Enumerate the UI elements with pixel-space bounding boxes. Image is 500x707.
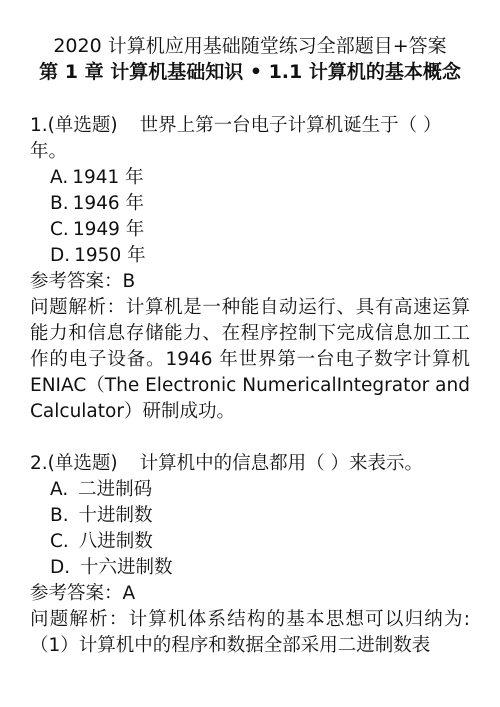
question-2 — [30, 451, 470, 659]
option-b — [30, 503, 470, 529]
option-key: D. — [50, 557, 71, 578]
analysis-label: 问题解析： — [30, 297, 126, 318]
option-text: 1949 年 — [72, 219, 145, 240]
option-text: 1946 年 — [72, 193, 145, 214]
option-list — [30, 165, 470, 269]
option-key: B. — [50, 193, 69, 214]
option-key: C. — [50, 219, 69, 240]
option-key: C. — [50, 531, 69, 552]
question-stem — [30, 451, 470, 477]
option-c — [30, 529, 470, 555]
option-text: 二进制码 — [72, 479, 153, 500]
question-1 — [30, 113, 470, 425]
option-key: D. — [50, 245, 71, 266]
answer-analysis — [30, 295, 470, 425]
option-b — [30, 191, 470, 217]
option-key: A. — [50, 167, 69, 188]
question-type: (单选题) — [47, 453, 118, 474]
option-text: 十进制数 — [72, 505, 153, 526]
option-c — [30, 217, 470, 243]
question-number: 2. — [30, 453, 48, 474]
option-d — [30, 555, 470, 581]
chapter-title: 第 1 章 计算机基础知识 • 1.1 计算机的基本概念 — [39, 61, 461, 83]
question-type: (单选题) — [47, 115, 118, 136]
option-d — [30, 243, 470, 269]
option-key: B. — [50, 505, 69, 526]
option-text: 1941 年 — [72, 167, 144, 188]
answer-analysis — [30, 607, 470, 659]
option-key: A. — [50, 479, 69, 500]
question-text: 世界上第一台电子计算机诞生于（ ）年。 — [30, 115, 442, 162]
answer-label: 参考答案： — [30, 583, 123, 604]
question-stem — [30, 113, 470, 165]
analysis-label: 问题解析： — [30, 609, 129, 630]
question-number: 1. — [30, 115, 48, 136]
answer-value: B — [122, 271, 136, 292]
option-text: 八进制数 — [72, 531, 153, 552]
option-a — [30, 477, 470, 503]
document-title: 2020 计算机应用基础随堂练习全部题目+答案 — [53, 35, 447, 57]
analysis-text: 计算机是一种能自动运行、具有高速运算能力和信息存储能力、在程序控制下完成信息加工工作的电子设备。1946 年世界第一台电子数字计算机 ENIAC（The Electronic NumericalIntegrator and Calculator）研制成功。 — [30, 297, 470, 422]
option-text: 十六进制数 — [74, 557, 173, 578]
answer-label: 参考答案： — [30, 271, 123, 292]
option-list — [30, 477, 470, 581]
reference-answer — [30, 581, 470, 607]
reference-answer — [30, 269, 470, 295]
analysis-text: 计算机体系结构的基本思想可以归纳为:（1）计算机中的程序和数据全部采用二进制数表 — [30, 609, 470, 656]
answer-value: A — [122, 583, 136, 604]
option-text: 1950 年 — [74, 245, 146, 266]
question-text: 计算机中的信息都用（ ）来表示。 — [139, 453, 423, 474]
option-a — [30, 165, 470, 191]
